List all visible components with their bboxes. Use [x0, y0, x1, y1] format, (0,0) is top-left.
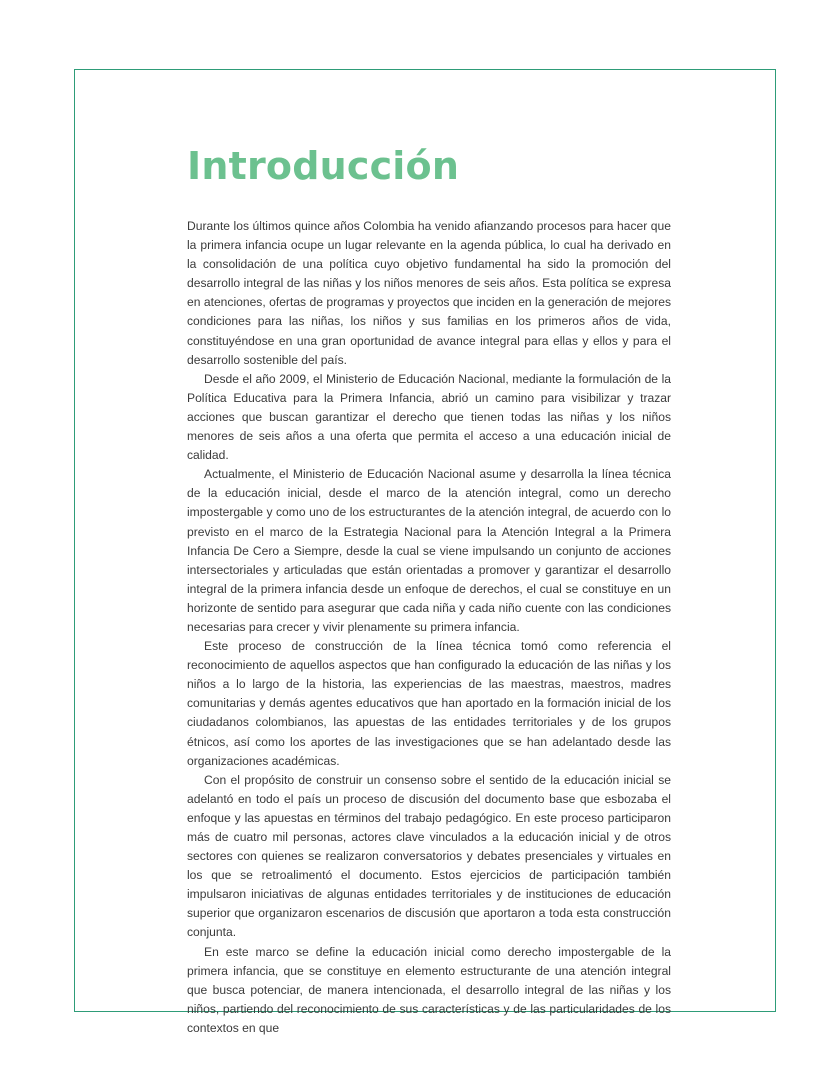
paragraph-5: Con el propósito de construir un consenso sobre el sentido de la educación inicial se adelantó en todo el país un proceso de discusión del documento base que esbozaba el enfoque y las apuestas en términos del trabajo pedagógico. En este proceso participaron más de cuatro mil personas, actores clave vinculados a la educación inicial y de otros sectores con quienes se realizaron conversatorios y debates presenciales y virtuales en los que se retroalimentó el documento. Estos ejercicios de participación también impulsaron iniciativas de algunas entidades territoriales y de instituciones de educación superior que organizaron escenarios de discusión que aportaron a toda esta construcción conjunta. [187, 772, 671, 940]
paragraph-4: Este proceso de construcción de la línea técnica tomó como referencia el reconocimiento de aquellos aspectos que han configurado la educación de las niñas y los niños a lo largo de la historia, las experiencias de las maestras, maestros, madres comunitarias y demás agentes educativos que han aportado en la formación inicial de los ciudadanos colombianos, las apuestas de las entidades territoriales y de los grupos étnicos, así como los aportes de las investigaciones que se han adelantado desde las organizaciones académicas. [187, 639, 671, 768]
paragraph-1: Durante los últimos quince años Colombia ha venido afianzando procesos para hacer que la primera infancia ocupe un lugar relevante en la agenda pública, lo cual ha derivado en la consolidación de una política cuyo objetivo fundamental ha sido la promoción del desarrollo integral de las niñas y los niños menores de seis años. Esta política se expresa en atenciones, ofertas de programas y proyectos que inciden en la generación de mejores condiciones para las niñas, los niños y sus familias en los primeros años de vida, constituyéndose en una gran oportunidad de avance integral para ellas y ellos y para el desarrollo sostenible del país. [187, 219, 671, 367]
paragraph-2: Desde el año 2009, el Ministerio de Educación Nacional, mediante la formulación de la Política Educativa para la Primera Infancia, abrió un camino para visibilizar y trazar acciones que buscan garantizar el derecho que tienen todas las niñas y los niños menores de seis años a una oferta que permita el acceso a una educación inicial de calidad. [187, 371, 671, 463]
paragraph-6: En este marco se define la educación inicial como derecho impostergable de la primera infancia, que se constituye en elemento estructurante de una atención integral que busca potenciar, de manera intencionada, el desarrollo integral de las niñas y los niños, partiendo del reconocimiento de sus características y de las particularidades de los contextos en que [187, 944, 671, 1035]
body-text [187, 217, 671, 1038]
page-title: Introducción [187, 144, 460, 188]
paragraph-3: Actualmente, el Ministerio de Educación Nacional asume y desarrolla la línea técnica de la educación inicial, desde el marco de la atención integral, como un derecho impostergable y como uno de los estructurantes de la atención integral, de acuerdo con lo previsto en el marco de la Estrategia Nacional para la Atención Integral a la Primera Infancia De Cero a Siempre, desde la cual se viene impulsando un conjunto de acciones intersectoriales y articuladas que están orientadas a promover y garantizar el desarrollo integral de la primera infancia desde un enfoque de derechos, el cual se constituye en un horizonte de sentido para asegurar que cada niña y cada niño cuente con las condiciones necesarias para crecer y vivir plenamente su primera infancia. [187, 467, 671, 634]
